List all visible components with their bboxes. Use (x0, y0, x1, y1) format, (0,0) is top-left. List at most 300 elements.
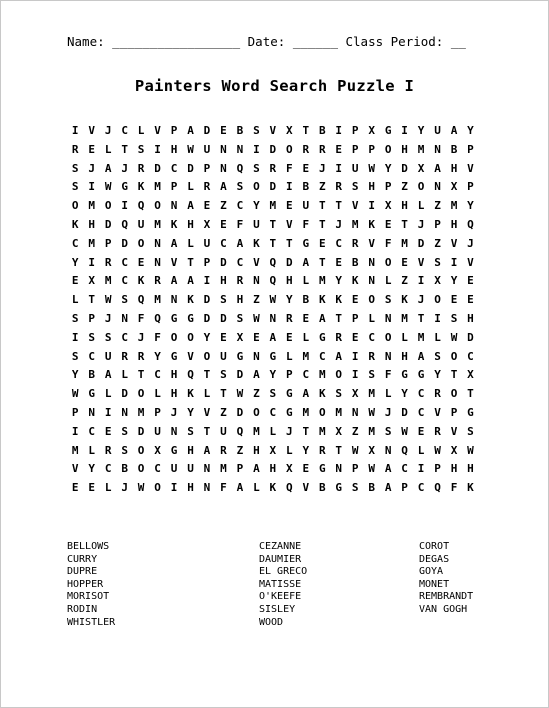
grid-letter: E (401, 255, 408, 269)
grid-row (67, 310, 479, 329)
grid-letter: L (71, 293, 79, 307)
grid-letter: S (384, 424, 392, 438)
grid-letter: I (253, 142, 260, 156)
grid-letter: S (467, 424, 474, 438)
grid-letter: M (154, 180, 161, 194)
grid-letter: F (302, 217, 310, 231)
grid-letter: N (253, 349, 260, 363)
page-title: Painters Word Search Puzzle I (134, 77, 415, 95)
grid-letter: H (269, 462, 277, 476)
word-list-item: SISLEY (259, 603, 296, 615)
grid-letter: U (302, 199, 310, 213)
grid-letter: Y (71, 255, 79, 269)
grid-letter: Y (467, 199, 474, 213)
grid-letter: X (286, 124, 293, 137)
grid-letter: C (154, 368, 161, 382)
grid-letter: P (351, 142, 359, 156)
grid-letter: J (417, 217, 425, 231)
grid-letter: A (253, 462, 260, 476)
grid-letter: O (286, 142, 293, 156)
grid-letter: W (368, 462, 375, 476)
grid-letter: H (187, 481, 194, 495)
grid-letter: E (302, 161, 310, 175)
grid-letter: V (253, 255, 260, 269)
grid-letter: G (318, 462, 326, 476)
grid-letter: Y (384, 161, 392, 175)
grid-letter: P (467, 142, 474, 156)
grid-row (67, 216, 479, 235)
grid-letter: P (467, 180, 474, 194)
grid-letter: W (187, 142, 194, 156)
grid-letter: N (121, 405, 128, 419)
class-period-blank: __ (450, 34, 466, 49)
grid-letter: L (154, 387, 161, 401)
grid-letter: S (351, 481, 359, 495)
grid-letter: V (450, 424, 458, 438)
word-list-item: WOOD (259, 616, 284, 628)
grid-letter: D (401, 405, 408, 419)
grid-letter: L (302, 274, 310, 288)
grid-letter: I (121, 199, 128, 213)
grid-letter: J (121, 161, 128, 175)
grid-letter: N (154, 236, 161, 250)
grid-letter: Y (417, 124, 425, 137)
grid-letter: S (269, 387, 277, 401)
grid-letter: E (220, 217, 227, 231)
grid-letter: I (71, 424, 79, 438)
grid-letter: I (450, 255, 458, 269)
grid-letter: I (434, 311, 441, 325)
grid-letter: X (286, 462, 293, 476)
grid-letter: A (269, 330, 277, 344)
grid-letter: C (269, 405, 277, 419)
grid-letter: I (170, 481, 178, 495)
grid-letter: E (71, 274, 79, 288)
grid-letter: G (170, 311, 178, 325)
grid-letter: N (170, 199, 178, 213)
grid-letter: O (434, 293, 441, 307)
grid-letter: D (417, 236, 425, 250)
grid-letter: L (187, 236, 194, 250)
grid-letter: C (302, 368, 310, 382)
grid-letter: C (236, 255, 244, 269)
grid-letter: Y (71, 368, 79, 382)
grid-letter: R (104, 443, 112, 457)
grid-letter: H (450, 462, 458, 476)
grid-letter: Q (467, 217, 474, 231)
grid-letter: T (302, 124, 310, 137)
grid-letter: H (170, 387, 178, 401)
grid-letter: U (203, 236, 211, 250)
grid-letter: A (450, 124, 458, 137)
grid-letter: T (203, 368, 211, 382)
grid-letter: A (104, 368, 112, 382)
grid-letter: P (88, 311, 96, 325)
grid-letter: B (302, 293, 310, 307)
grid-letter: A (187, 124, 194, 137)
grid-letter: F (236, 217, 244, 231)
grid-letter: S (351, 180, 359, 194)
grid-letter: R (434, 387, 441, 401)
grid-letter: H (450, 161, 458, 175)
grid-letter: B (351, 255, 359, 269)
grid-letter: C (467, 349, 474, 363)
grid-letter: A (434, 161, 441, 175)
grid-letter: R (104, 255, 112, 269)
grid-letter: C (368, 330, 375, 344)
grid-letter: E (104, 424, 112, 438)
grid-letter: J (318, 161, 326, 175)
grid-letter: L (104, 142, 112, 156)
grid-letter: A (170, 236, 178, 250)
grid-letter: O (450, 349, 458, 363)
grid-letter: D (269, 142, 277, 156)
grid-letter: X (236, 330, 244, 344)
grid-letter: P (351, 462, 359, 476)
grid-letter: T (335, 199, 343, 213)
grid-letter: G (187, 311, 194, 325)
grid-letter: R (318, 443, 326, 457)
grid-letter: S (121, 293, 128, 307)
grid-letter: K (71, 217, 79, 231)
grid-letter: X (335, 424, 343, 438)
word-list-item: COROT (419, 541, 450, 552)
grid-letter: L (417, 443, 425, 457)
grid-letter: K (187, 293, 194, 307)
grid-letter: Z (351, 424, 359, 438)
grid-letter: P (170, 180, 178, 194)
grid-letter: L (121, 368, 128, 382)
grid-letter: P (71, 405, 79, 419)
grid-letter: P (401, 481, 408, 495)
grid-letter: I (335, 161, 343, 175)
grid-letter: C (88, 349, 96, 363)
grid-letter: E (286, 330, 293, 344)
grid-letter: S (71, 161, 79, 175)
grid-letter: T (318, 255, 326, 269)
grid-letter: M (318, 424, 326, 438)
grid-letter: S (121, 443, 128, 457)
grid-letter: N (384, 311, 392, 325)
grid-letter: I (88, 255, 96, 269)
grid-letter: K (318, 293, 326, 307)
grid-letter: V (434, 405, 441, 419)
grid-row (67, 442, 479, 461)
grid-letter: P (170, 124, 178, 137)
grid-letter: T (335, 311, 343, 325)
grid-letter: Y (434, 368, 441, 382)
grid-row (67, 141, 479, 160)
grid-letter: Q (269, 255, 277, 269)
grid-letter: J (104, 311, 112, 325)
grid-letter: D (203, 124, 211, 137)
grid-letter: S (104, 330, 112, 344)
grid-letter: O (137, 387, 145, 401)
grid-letter: G (170, 349, 178, 363)
grid-letter: K (351, 274, 359, 288)
word-list-column-3 (419, 541, 473, 617)
grid-letter: X (467, 368, 474, 382)
grid-letter: P (368, 142, 375, 156)
grid-letter: B (302, 180, 310, 194)
grid-letter: H (253, 443, 260, 457)
grid-letter: V (88, 124, 96, 137)
grid-letter: A (302, 255, 310, 269)
grid-letter: L (253, 481, 260, 495)
grid-letter: Y (286, 293, 293, 307)
grid-letter: D (154, 161, 161, 175)
word-list-item: CEZANNE (259, 541, 302, 552)
grid-letter: A (417, 349, 425, 363)
grid-letter: U (137, 217, 145, 231)
grid-letter: S (71, 180, 79, 194)
grid-letter: R (269, 161, 277, 175)
grid-letter: G (269, 349, 277, 363)
grid-letter: B (121, 462, 128, 476)
grid-letter: M (137, 405, 145, 419)
grid-letter: P (286, 368, 293, 382)
grid-letter: P (154, 405, 161, 419)
grid-letter: J (467, 236, 474, 250)
grid-letter: E (351, 330, 359, 344)
grid-letter: Q (121, 217, 128, 231)
grid-letter: Q (286, 481, 293, 495)
word-list-item: WHISTLER (67, 616, 116, 628)
grid-letter: J (384, 405, 392, 419)
grid-letter: N (335, 462, 343, 476)
grid-letter: C (121, 124, 128, 137)
grid-letter: S (187, 424, 194, 438)
grid-letter: M (450, 199, 458, 213)
grid-letter: D (121, 387, 128, 401)
grid-letter: G (170, 443, 178, 457)
grid-letter: A (220, 180, 227, 194)
grid-letter: L (286, 349, 293, 363)
grid-letter: N (170, 424, 178, 438)
word-list-item: REMBRANDT (419, 591, 474, 603)
grid-letter: M (351, 217, 359, 231)
grid-letter: C (417, 481, 425, 495)
grid-letter: R (137, 161, 145, 175)
word-list-item: RODIN (67, 603, 98, 615)
grid-letter: X (351, 387, 359, 401)
grid-letter: F (154, 330, 161, 344)
grid-letter: N (220, 161, 227, 175)
grid-letter: O (368, 293, 375, 307)
word-list-item: EL GRECO (259, 566, 308, 578)
date-label: Date: (247, 34, 286, 49)
grid-letter: D (203, 311, 211, 325)
word-list-item: DAUMIER (259, 553, 302, 565)
grid-letter: Y (154, 349, 161, 363)
grid-letter: B (236, 124, 244, 137)
grid-letter: H (401, 349, 408, 363)
grid-letter: D (236, 405, 244, 419)
grid-letter: L (203, 387, 211, 401)
grid-letter: H (170, 368, 178, 382)
grid-letter: L (269, 424, 277, 438)
grid-letter: A (187, 199, 194, 213)
grid-letter: M (417, 142, 425, 156)
grid-letter: M (318, 274, 326, 288)
grid-letter: Z (253, 293, 260, 307)
grid-letter: O (253, 180, 260, 194)
grid-letter: K (187, 387, 194, 401)
grid-letter: B (88, 368, 96, 382)
grid-letter: W (434, 443, 441, 457)
grid-letter: X (203, 217, 211, 231)
grid-letter: H (187, 443, 194, 457)
grid-letter: O (417, 180, 425, 194)
grid-letter: W (401, 424, 408, 438)
grid-letter: O (137, 462, 145, 476)
student-info-header (67, 34, 466, 49)
grid-letter: L (302, 330, 310, 344)
grid-letter: D (401, 161, 408, 175)
grid-row (67, 291, 479, 310)
grid-letter: Z (220, 405, 227, 419)
grid-letter: A (104, 161, 112, 175)
grid-letter: C (401, 462, 408, 476)
grid-letter: L (384, 274, 392, 288)
grid-letter: S (71, 349, 79, 363)
grid-letter: A (236, 481, 244, 495)
grid-letter: O (170, 330, 178, 344)
grid-letter: N (203, 481, 211, 495)
grid-letter: V (368, 236, 375, 250)
grid-letter: D (121, 236, 128, 250)
grid-letter: Q (236, 161, 244, 175)
grid-letter: S (368, 368, 375, 382)
word-list-item: MONET (419, 578, 450, 590)
grid-letter: R (335, 180, 343, 194)
grid-letter: O (71, 199, 79, 213)
grid-row (67, 160, 479, 179)
grid-letter: V (467, 255, 474, 269)
grid-letter: A (302, 387, 310, 401)
grid-letter: C (417, 387, 425, 401)
grid-letter: N (236, 142, 244, 156)
name-label: Name: (67, 34, 105, 49)
grid-letter: G (88, 387, 96, 401)
grid-letter: D (269, 180, 277, 194)
grid-letter: I (417, 462, 425, 476)
grid-letter: W (450, 330, 458, 344)
grid-letter: O (384, 142, 392, 156)
grid-letter: A (384, 462, 392, 476)
grid-letter: L (137, 124, 145, 137)
grid-letter: L (434, 330, 441, 344)
grid-row (67, 329, 479, 348)
grid-letter: T (417, 311, 425, 325)
grid-letter: C (335, 236, 343, 250)
grid-letter: N (351, 405, 359, 419)
grid-letter: K (467, 481, 474, 495)
name-blank: _________________ (112, 34, 241, 49)
grid-letter: O (187, 330, 194, 344)
grid-letter: G (467, 405, 474, 419)
grid-letter: Y (269, 368, 277, 382)
grid-letter: X (154, 443, 161, 457)
grid-letter: B (450, 142, 458, 156)
grid-letter: E (302, 462, 310, 476)
grid-letter: W (467, 443, 474, 457)
grid-letter: O (253, 405, 260, 419)
grid-letter: B (318, 124, 326, 137)
grid-letter: M (335, 405, 343, 419)
grid-letter: N (384, 443, 392, 457)
grid-letter: D (203, 293, 211, 307)
grid-letter: I (401, 124, 408, 137)
grid-letter: K (137, 274, 145, 288)
grid-letter: P (434, 462, 441, 476)
grid-letter: D (187, 161, 194, 175)
grid-letter: G (335, 481, 343, 495)
grid-letter: L (104, 481, 112, 495)
grid-letter: X (450, 180, 458, 194)
word-list-item: MATISSE (259, 578, 302, 590)
grid-letter: Z (253, 387, 260, 401)
grid-letter: E (220, 330, 227, 344)
grid-letter: W (368, 161, 375, 175)
grid-letter: G (302, 236, 310, 250)
grid-letter: X (368, 443, 375, 457)
grid-letter: E (467, 274, 474, 288)
grid-letter: Q (137, 293, 145, 307)
grid-letter: S (236, 311, 244, 325)
grid-letter: Q (434, 481, 441, 495)
grid-letter: C (154, 462, 161, 476)
grid-letter: L (104, 387, 112, 401)
grid-letter: T (335, 443, 343, 457)
grid-row (67, 460, 479, 479)
grid-letter: A (384, 481, 392, 495)
grid-letter: Y (88, 462, 96, 476)
grid-letter: M (302, 405, 310, 419)
grid-letter: R (121, 349, 128, 363)
grid-letter: C (220, 236, 227, 250)
grid-letter: V (71, 462, 79, 476)
grid-letter: M (417, 330, 425, 344)
grid-letter: I (368, 199, 375, 213)
grid-letter: X (88, 274, 96, 288)
grid-letter: G (121, 180, 128, 194)
grid-letter: U (170, 462, 178, 476)
grid-letter: Y (450, 274, 458, 288)
grid-letter: S (121, 424, 128, 438)
grid-letter: V (351, 199, 359, 213)
grid-letter: Q (154, 311, 161, 325)
grid-letter: J (170, 405, 178, 419)
grid-letter: H (368, 180, 375, 194)
grid-letter: L (384, 387, 392, 401)
grid-letter: V (467, 161, 474, 175)
grid-letter: H (220, 274, 227, 288)
grid-letter: M (104, 274, 112, 288)
grid-letter: C (71, 236, 79, 250)
grid-letter: B (368, 481, 375, 495)
grid-letter: S (253, 124, 260, 137)
grid-letter: S (88, 330, 96, 344)
grid-letter: L (187, 180, 194, 194)
grid-letter: N (88, 405, 96, 419)
grid-letter: E (137, 255, 145, 269)
grid-letter: R (71, 142, 79, 156)
grid-letter: C (417, 405, 425, 419)
grid-letter: T (269, 236, 277, 250)
grid-letter: U (220, 349, 227, 363)
grid-letter: N (121, 311, 128, 325)
